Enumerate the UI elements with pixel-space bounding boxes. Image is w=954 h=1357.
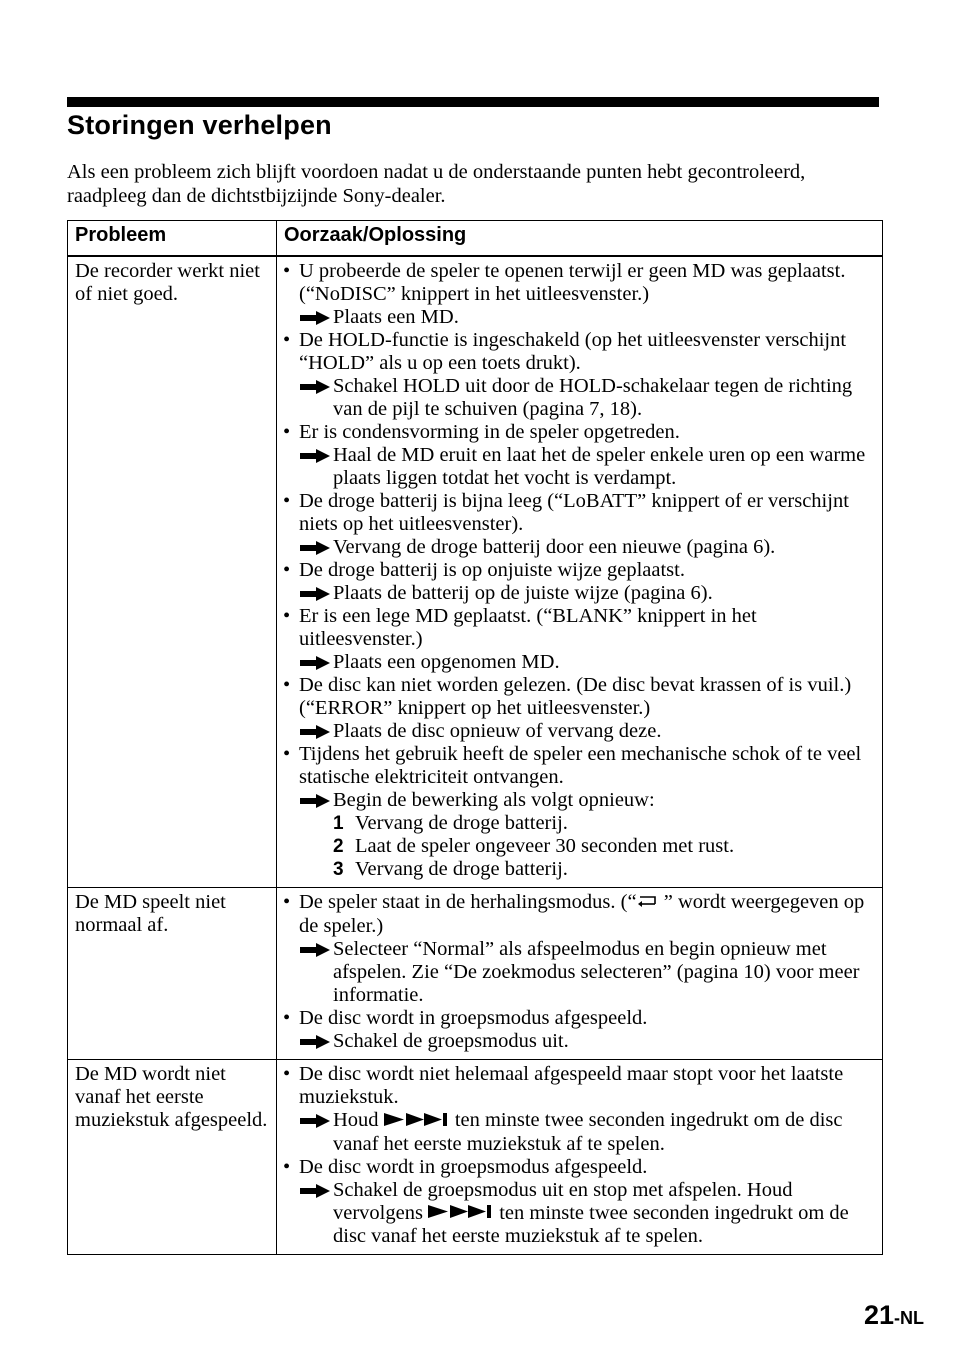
arrow-right-icon xyxy=(300,536,333,559)
table-row xyxy=(68,1059,883,1255)
table-header-row xyxy=(68,221,883,257)
cause-item xyxy=(283,1156,876,1179)
cause-item xyxy=(283,674,876,720)
arrow-right-icon xyxy=(300,1030,333,1053)
solution-item xyxy=(283,1179,876,1249)
solution-text: Plaats de disc opnieuw of vervang deze. xyxy=(333,720,662,742)
solution-text-part: Houd xyxy=(333,1108,384,1131)
bullet-icon: • xyxy=(283,421,291,443)
page-number-suffix: -NL xyxy=(894,1308,924,1328)
bullet-icon: • xyxy=(283,1006,291,1029)
step-number: 3 xyxy=(333,859,344,880)
cause-text: U probeerde de speler te openen terwijl er geen MD was geplaatst. (“NoDISC” knippert in het uitleesvenster.) xyxy=(299,260,846,305)
page-number xyxy=(864,1300,924,1331)
cause-text: De disc wordt niet helemaal afgespeeld maar stopt voor het laatste muziekstuk. xyxy=(299,1062,844,1108)
play-next-icon xyxy=(384,1110,450,1133)
heading-rule xyxy=(67,97,879,107)
bullet-icon: • xyxy=(283,891,291,913)
intro-paragraph: Als een probleem zich blijft voordoen nadat u de onderstaande punten hebt gecontroleerd, raadpleeg dan de dichtstbijzijnde Sony-dealer. xyxy=(67,161,806,207)
cause-text: De HOLD-functie is ingeschakeld (op het uitleesvenster verschijnt “HOLD” als u op een toets drukt). xyxy=(299,329,847,374)
step-list xyxy=(283,812,876,881)
cause-text: Er is een lege MD geplaatst. (“BLANK” knippert in het uitleesvenster.) xyxy=(299,605,757,650)
bullet-icon: • xyxy=(283,260,291,282)
solution-item xyxy=(283,938,876,1007)
solution-text-part: ten minste twee seconden ingedrukt om de disc vanaf het eerste muziekstuk af te spelen. xyxy=(333,1201,849,1248)
step-item xyxy=(333,858,876,881)
cause-text: Er is condensvorming in de speler opgetreden. xyxy=(299,421,680,443)
table-row xyxy=(68,888,883,1060)
step-number: 1 xyxy=(333,813,344,834)
arrow-right-icon xyxy=(300,651,333,674)
solution-text xyxy=(333,1109,876,1156)
problem-cell: De MD wordt niet vanaf het eerste muziekstuk afgespeeld. xyxy=(68,1059,277,1255)
header-problem: Probleem xyxy=(68,221,277,257)
cause-item xyxy=(283,421,876,444)
solution-cell xyxy=(277,888,883,1060)
solution-text: Plaats de batterij op de juiste wijze (pagina 6). xyxy=(333,582,713,604)
arrow-right-icon xyxy=(300,938,333,1007)
arrow-right-icon xyxy=(300,720,333,743)
solution-text xyxy=(333,1179,876,1249)
solution-text: Plaats een MD. xyxy=(333,306,459,328)
arrow-right-icon xyxy=(300,582,333,605)
cause-text: De disc wordt in groepsmodus afgespeeld. xyxy=(299,1155,648,1178)
table-row xyxy=(68,256,883,888)
bullet-icon: • xyxy=(283,674,291,696)
arrow-right-icon xyxy=(300,306,333,329)
step-text: Vervang de droge batterij. xyxy=(355,858,568,880)
solution-text: Plaats een opgenomen MD. xyxy=(333,651,560,673)
cause-item xyxy=(283,891,876,938)
solution-text-part: ten minste twee seconden ingedrukt om de disc vanaf het eerste muziekstuk af te spelen. xyxy=(333,1108,843,1155)
cause-item xyxy=(283,490,876,536)
solution-item xyxy=(283,789,876,812)
solution-item xyxy=(283,444,876,490)
solution-text-part: Schakel de groepsmodus uit en stop met afspelen. Houd vervolgens xyxy=(333,1178,793,1224)
cause-item xyxy=(283,329,876,375)
cause-item xyxy=(283,743,876,789)
solution-item xyxy=(283,582,876,605)
solution-item xyxy=(283,536,876,559)
bullet-icon: • xyxy=(283,559,291,581)
cause-text: De disc kan niet worden gelezen. (De disc bevat krassen of is vuil.) (“ERROR” knippert op het uitleesvenster.) xyxy=(299,674,852,719)
cause-text: Tijdens het gebruik heeft de speler een mechanische schok of te veel statische elektriciteit ontvangen. xyxy=(299,743,862,788)
arrow-right-icon xyxy=(300,789,333,812)
solution-text: Schakel HOLD uit door de HOLD-schakelaar tegen de richting van de pijl te schuiven (pagina 7, 18). xyxy=(333,375,853,420)
arrow-right-icon xyxy=(300,444,333,490)
cause-item xyxy=(283,605,876,651)
bullet-icon: • xyxy=(283,329,291,351)
solution-text: Selecteer “Normal” als afspeelmodus en begin opnieuw met afspelen. Zie “De zoekmodus selecteren” (pagina 10) voor meer informatie. xyxy=(333,937,860,1006)
troubleshooting-table xyxy=(67,220,883,1255)
cause-text: De droge batterij is bijna leeg (“LoBATT” knippert of er verschijnt niets op het uitleesvenster). xyxy=(299,490,849,535)
solution-text: Vervang de droge batterij door een nieuwe (pagina 6). xyxy=(333,536,776,558)
arrow-right-icon xyxy=(300,1109,333,1156)
solution-text: Haal de MD eruit en laat het de speler enkele uren op een warme plaats liggen totdat het vocht is verdampt. xyxy=(333,444,866,489)
cause-text xyxy=(299,891,876,938)
arrow-right-icon xyxy=(300,375,333,421)
solution-item xyxy=(283,720,876,743)
problem-cell: De recorder werkt niet of niet goed. xyxy=(68,256,277,888)
solution-item xyxy=(283,1109,876,1156)
arrow-right-icon xyxy=(300,1179,333,1249)
step-item xyxy=(333,812,876,835)
solution-item xyxy=(283,1030,876,1053)
solution-text: Schakel de groepsmodus uit. xyxy=(333,1029,569,1052)
cause-item xyxy=(283,559,876,582)
page-number-value: 21 xyxy=(863,1300,894,1330)
solution-item xyxy=(283,651,876,674)
repeat-icon xyxy=(637,892,659,915)
problem-cell: De MD speelt niet normaal af. xyxy=(68,888,277,1060)
cause-text: De disc wordt in groepsmodus afgespeeld. xyxy=(299,1006,648,1029)
cause-text-part: De speler staat in de herhalingsmodus. (“ xyxy=(299,891,637,913)
bullet-icon: • xyxy=(283,605,291,627)
solution-item xyxy=(283,375,876,421)
bullet-icon: • xyxy=(283,1155,291,1178)
solution-cell xyxy=(277,256,883,888)
solution-text: Begin de bewerking als volgt opnieuw: xyxy=(333,789,655,811)
bullet-icon: • xyxy=(283,1062,291,1085)
step-number: 2 xyxy=(333,836,344,857)
page-title: Storingen verhelpen xyxy=(67,110,332,140)
cause-text: De droge batterij is op onjuiste wijze geplaatst. xyxy=(299,559,685,581)
solution-cell xyxy=(277,1059,883,1255)
cause-item xyxy=(283,260,876,306)
solution-item xyxy=(283,306,876,329)
step-text: Vervang de droge batterij. xyxy=(355,812,568,834)
bullet-icon: • xyxy=(283,743,291,765)
cause-text-part: ” wordt weergegeven op de speler.) xyxy=(299,891,865,937)
step-item xyxy=(333,835,876,858)
bullet-icon: • xyxy=(283,490,291,512)
step-text: Laat de speler ongeveer 30 seconden met rust. xyxy=(355,835,735,857)
play-next-icon xyxy=(428,1202,494,1225)
cause-item xyxy=(283,1007,876,1030)
cause-item xyxy=(283,1063,876,1109)
header-cause-solution: Oorzaak/Oplossing xyxy=(277,221,883,257)
